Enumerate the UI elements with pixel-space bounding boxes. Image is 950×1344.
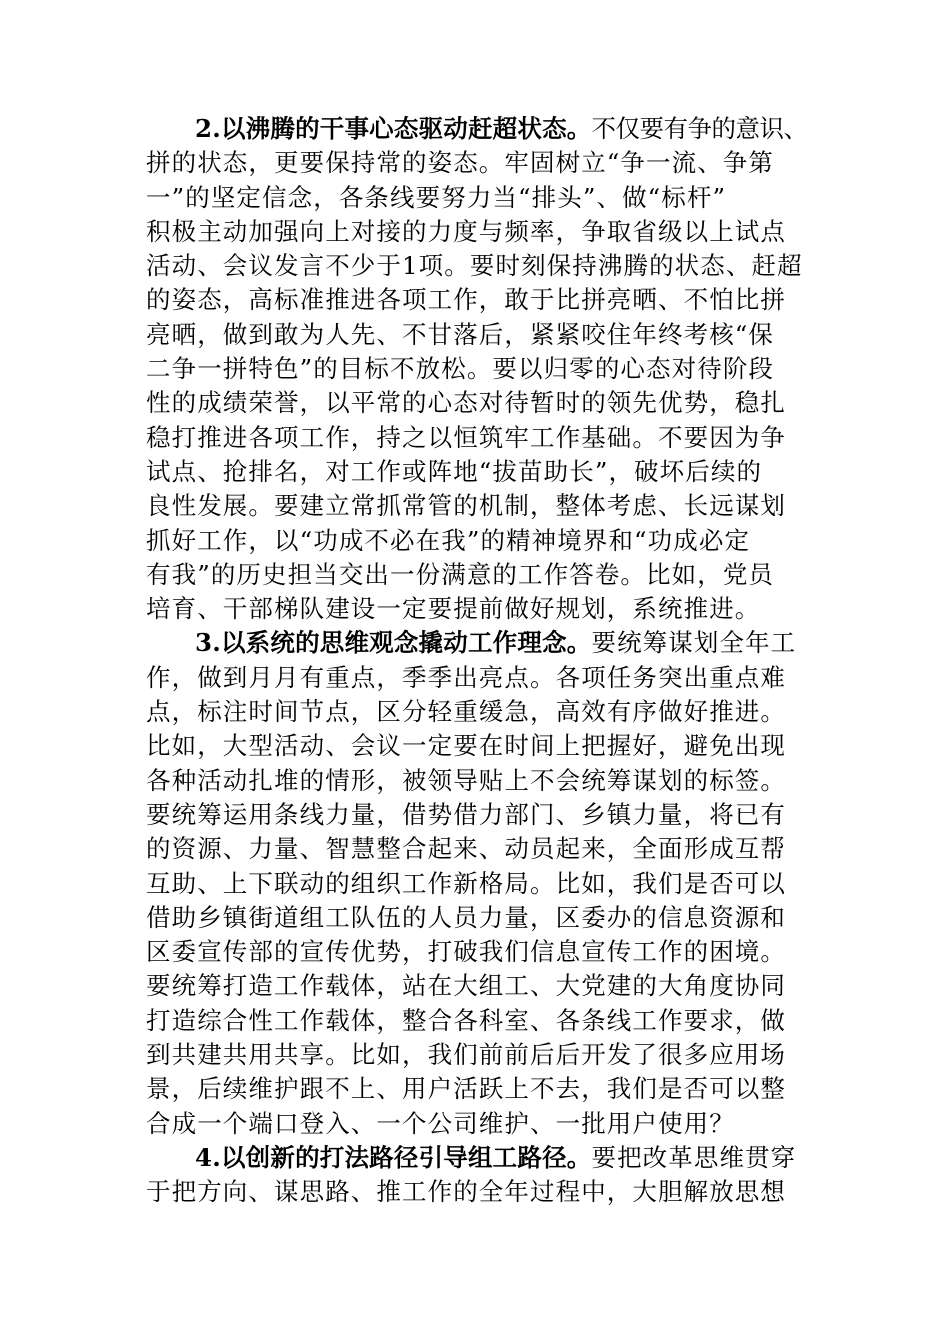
paragraph-2-line: 性的成绩荣誉，以平常的心态对待暂时的领先优势，稳扎 [146, 388, 786, 418]
paragraph-3-line: 到共建共用共享。比如，我们前前后后开发了很多应用场 [146, 1040, 786, 1070]
paragraph-2-heading: 2.以沸腾的干事心态驱动赶超状态。 [195, 114, 592, 143]
paragraph-2-line-text: 不仅要有争的意识、 [591, 114, 808, 143]
paragraph-3-line: 互助、上下联动的组织工作新格局。比如，我们是否可以 [146, 868, 786, 898]
paragraph-3-line: 作，做到月月有重点，季季出亮点。各项任务突出重点难 [146, 662, 786, 692]
paragraph-2-line: 培育、干部梯队建设一定要提前做好规划，系统推进。 [146, 594, 761, 624]
paragraph-3-line: 区委宣传部的宣传优势，打破我们信息宣传工作的困境。 [146, 937, 786, 967]
paragraph-2-line: 一”的坚定信念，各条线要努力当“排头”、做“标杆” [146, 182, 727, 212]
paragraph-4-line: 于把方向、谋思路、推工作的全年过程中，大胆解放思想 [146, 1177, 786, 1207]
paragraph-2-line: 稳打推进各项工作，持之以恒筑牢工作基础。不要因为争 [146, 422, 786, 452]
paragraph-3-line: 点，标注时间节点，区分轻重缓急，高效有序做好推进。 [146, 697, 786, 727]
paragraph-4-heading: 4.以创新的打法路径引导组工路径。 [195, 1142, 592, 1172]
paragraph-2-line: 的姿态，高标准推进各项工作，敢于比拼亮晒、不怕比拼 [146, 285, 786, 315]
paragraph-3-line: 的资源、力量、智慧整合起来、动员起来，全面形成互帮 [146, 834, 786, 864]
paragraph-3-heading: 3.以系统的思维观念撬动工作理念。 [195, 628, 592, 658]
paragraph-2-line: 拼的状态，更要保持常的姿态。牢固树立“争一流、争第 [146, 148, 775, 178]
paragraph-3-line: 打造综合性工作载体，整合各科室、各条线工作要求，做 [146, 1005, 786, 1035]
paragraph-3-line: 合成一个端口登入、一个公司维护、一批用户使用？ [146, 1108, 735, 1138]
document-body [146, 112, 806, 1210]
paragraph-3-line: 要统筹打造工作载体，站在大组工、大党建的大角度协同 [146, 971, 786, 1001]
paragraph-3-line: 各种活动扎堆的情形，被领导贴上不会统筹谋划的标签。 [146, 765, 786, 795]
paragraph-3-line: 要统筹运用条线力量，借势借力部门、乡镇力量，将已有 [146, 799, 786, 829]
paragraph-3-line-text: 要统筹谋划全年工 [591, 628, 797, 658]
paragraph-2-line: 活动、会议发言不少于1项。要时刻保持沸腾的状态、赶超 [146, 251, 803, 281]
paragraph-2-line: 抓好工作，以“功成不必在我”的精神境界和“功成必定 [146, 525, 751, 555]
paragraph-2-line: 二争一拼特色”的目标不放松。要以归零的心态对待阶段 [146, 354, 775, 384]
paragraph-3-line: 比如，大型活动、会议一定要在时间上把握好，避免出现 [146, 731, 786, 761]
paragraph-3-line: 借助乡镇街道组工队伍的人员力量，区委办的信息资源和 [146, 902, 786, 932]
paragraph-4-first-line [146, 1141, 806, 1175]
paragraph-2-first-line [146, 112, 806, 146]
paragraph-3-line: 景，后续维护跟不上、用户活跃上不去，我们是否可以整 [146, 1074, 786, 1104]
paragraph-2-line: 良性发展。要建立常抓常管的机制，整体考虑、长远谋划 [146, 491, 786, 521]
paragraph-2-line: 亮晒，做到敢为人先、不甘落后，紧紧咬住年终考核“保 [146, 319, 775, 349]
paragraph-4-line-text: 要把改革思维贯穿 [591, 1142, 797, 1172]
paragraph-2-line: 有我”的历史担当交出一份满意的工作答卷。比如，党员 [146, 559, 775, 589]
paragraph-2-line: 试点、抢排名，对工作或阵地“拔苗助长”，破坏后续的 [146, 456, 763, 486]
paragraph-2-line: 积极主动加强向上对接的力度与频率，争取省级以上试点 [146, 216, 786, 246]
paragraph-3-first-line [146, 626, 806, 660]
